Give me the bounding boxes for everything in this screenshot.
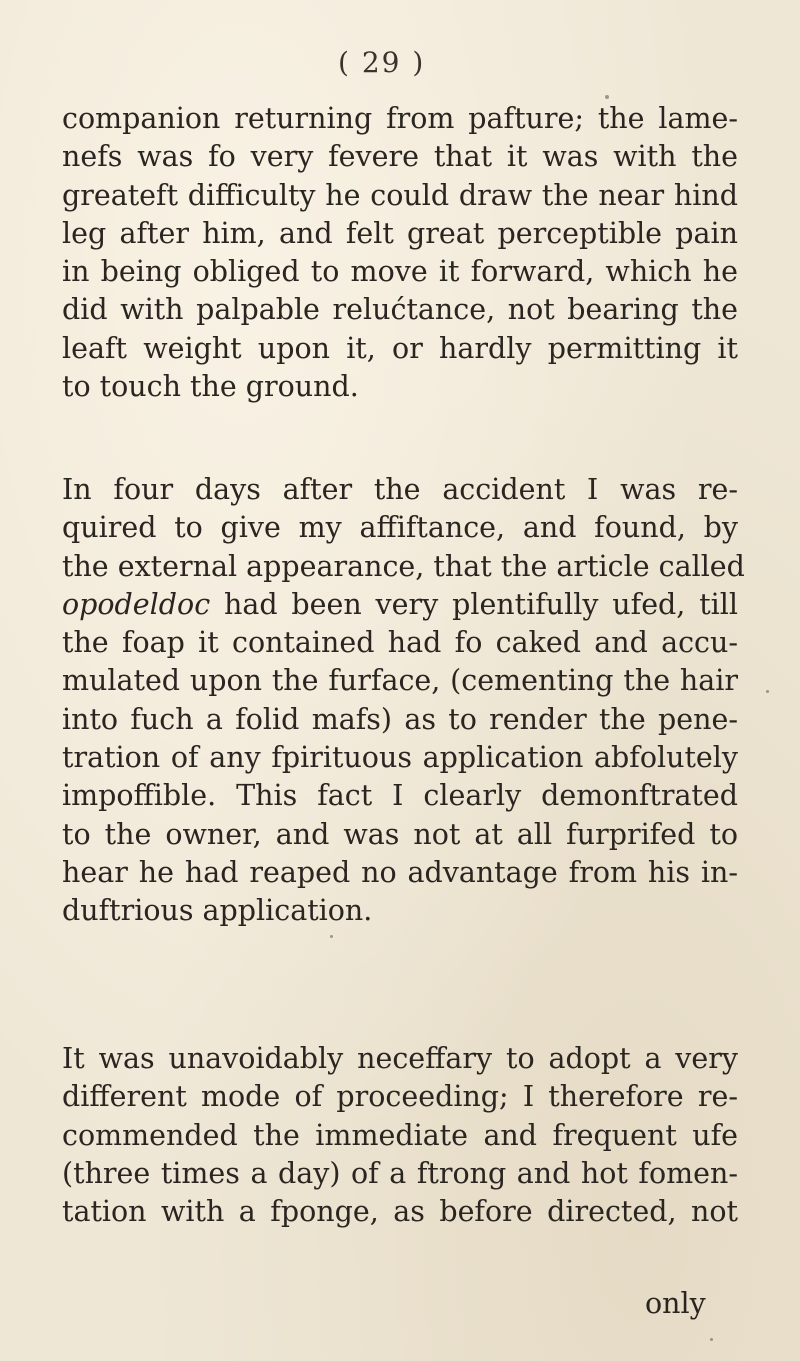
text-line: into fuch a folid mafs) as to render the pene- bbox=[62, 702, 738, 736]
text-line: companion returning from pafture; the lame- bbox=[62, 102, 738, 135]
paper-speck bbox=[605, 95, 609, 99]
catchword: only bbox=[645, 1287, 706, 1320]
text-line: It was unavoidably neceffary to adopt a very bbox=[62, 1042, 738, 1075]
text-line: leaft weight upon it, or hardly permitting it bbox=[62, 331, 738, 365]
text-line bbox=[62, 586, 738, 624]
text-line: did with palpable relućtance, not bearing the bbox=[62, 293, 738, 327]
paragraph-1 bbox=[62, 100, 738, 406]
text-line: to touch the ground. bbox=[62, 370, 359, 404]
text-line: (three times a day) of a ftrong and hot fomen- bbox=[62, 1156, 738, 1190]
text-fragment: had been very plentifully ufed, till bbox=[223, 587, 738, 621]
text-line: mulated upon the furface, (cementing the hair bbox=[62, 664, 738, 698]
text-line: to the owner, and was not at all furprifed to bbox=[62, 817, 738, 851]
text-line: the foap it contained had fo caked and accu- bbox=[62, 626, 738, 660]
text-line: commended the immediate and frequent ufe bbox=[62, 1118, 738, 1152]
paper-speck bbox=[710, 1338, 713, 1341]
paper-speck bbox=[766, 690, 769, 693]
text-line: nefs was fo very fevere that it was with the bbox=[62, 140, 738, 174]
text-line: different mode of proceeding; I therefore re- bbox=[62, 1080, 738, 1114]
text-line: In four days after the accident I was re- bbox=[62, 473, 738, 506]
italic-term: opodeldoc bbox=[62, 587, 211, 621]
text-line: duftrious application. bbox=[62, 894, 373, 928]
text-line: the external appearance, that the article called bbox=[62, 549, 745, 583]
text-line: leg after him, and felt great perceptible pain bbox=[62, 216, 738, 250]
paragraph-3 bbox=[62, 1040, 738, 1231]
text-line: greateft difficulty he could draw the near hind bbox=[62, 178, 738, 212]
text-line: quired to give my affiftance, and found, by bbox=[62, 511, 738, 545]
paper-speck bbox=[330, 935, 333, 938]
text-line: in being obliged to move it forward, which he bbox=[62, 255, 738, 289]
text-line: tation with a fponge, as before directed, not bbox=[62, 1195, 738, 1229]
text-line: impoffible. This fact I clearly demonftrated bbox=[62, 779, 738, 813]
text-line: hear he had reaped no advantage from his in- bbox=[62, 855, 738, 889]
text-line: tration of any fpirituous application abfolutely bbox=[62, 741, 738, 775]
paragraph-2 bbox=[62, 471, 745, 931]
page-number: ( 29 ) bbox=[338, 46, 426, 79]
